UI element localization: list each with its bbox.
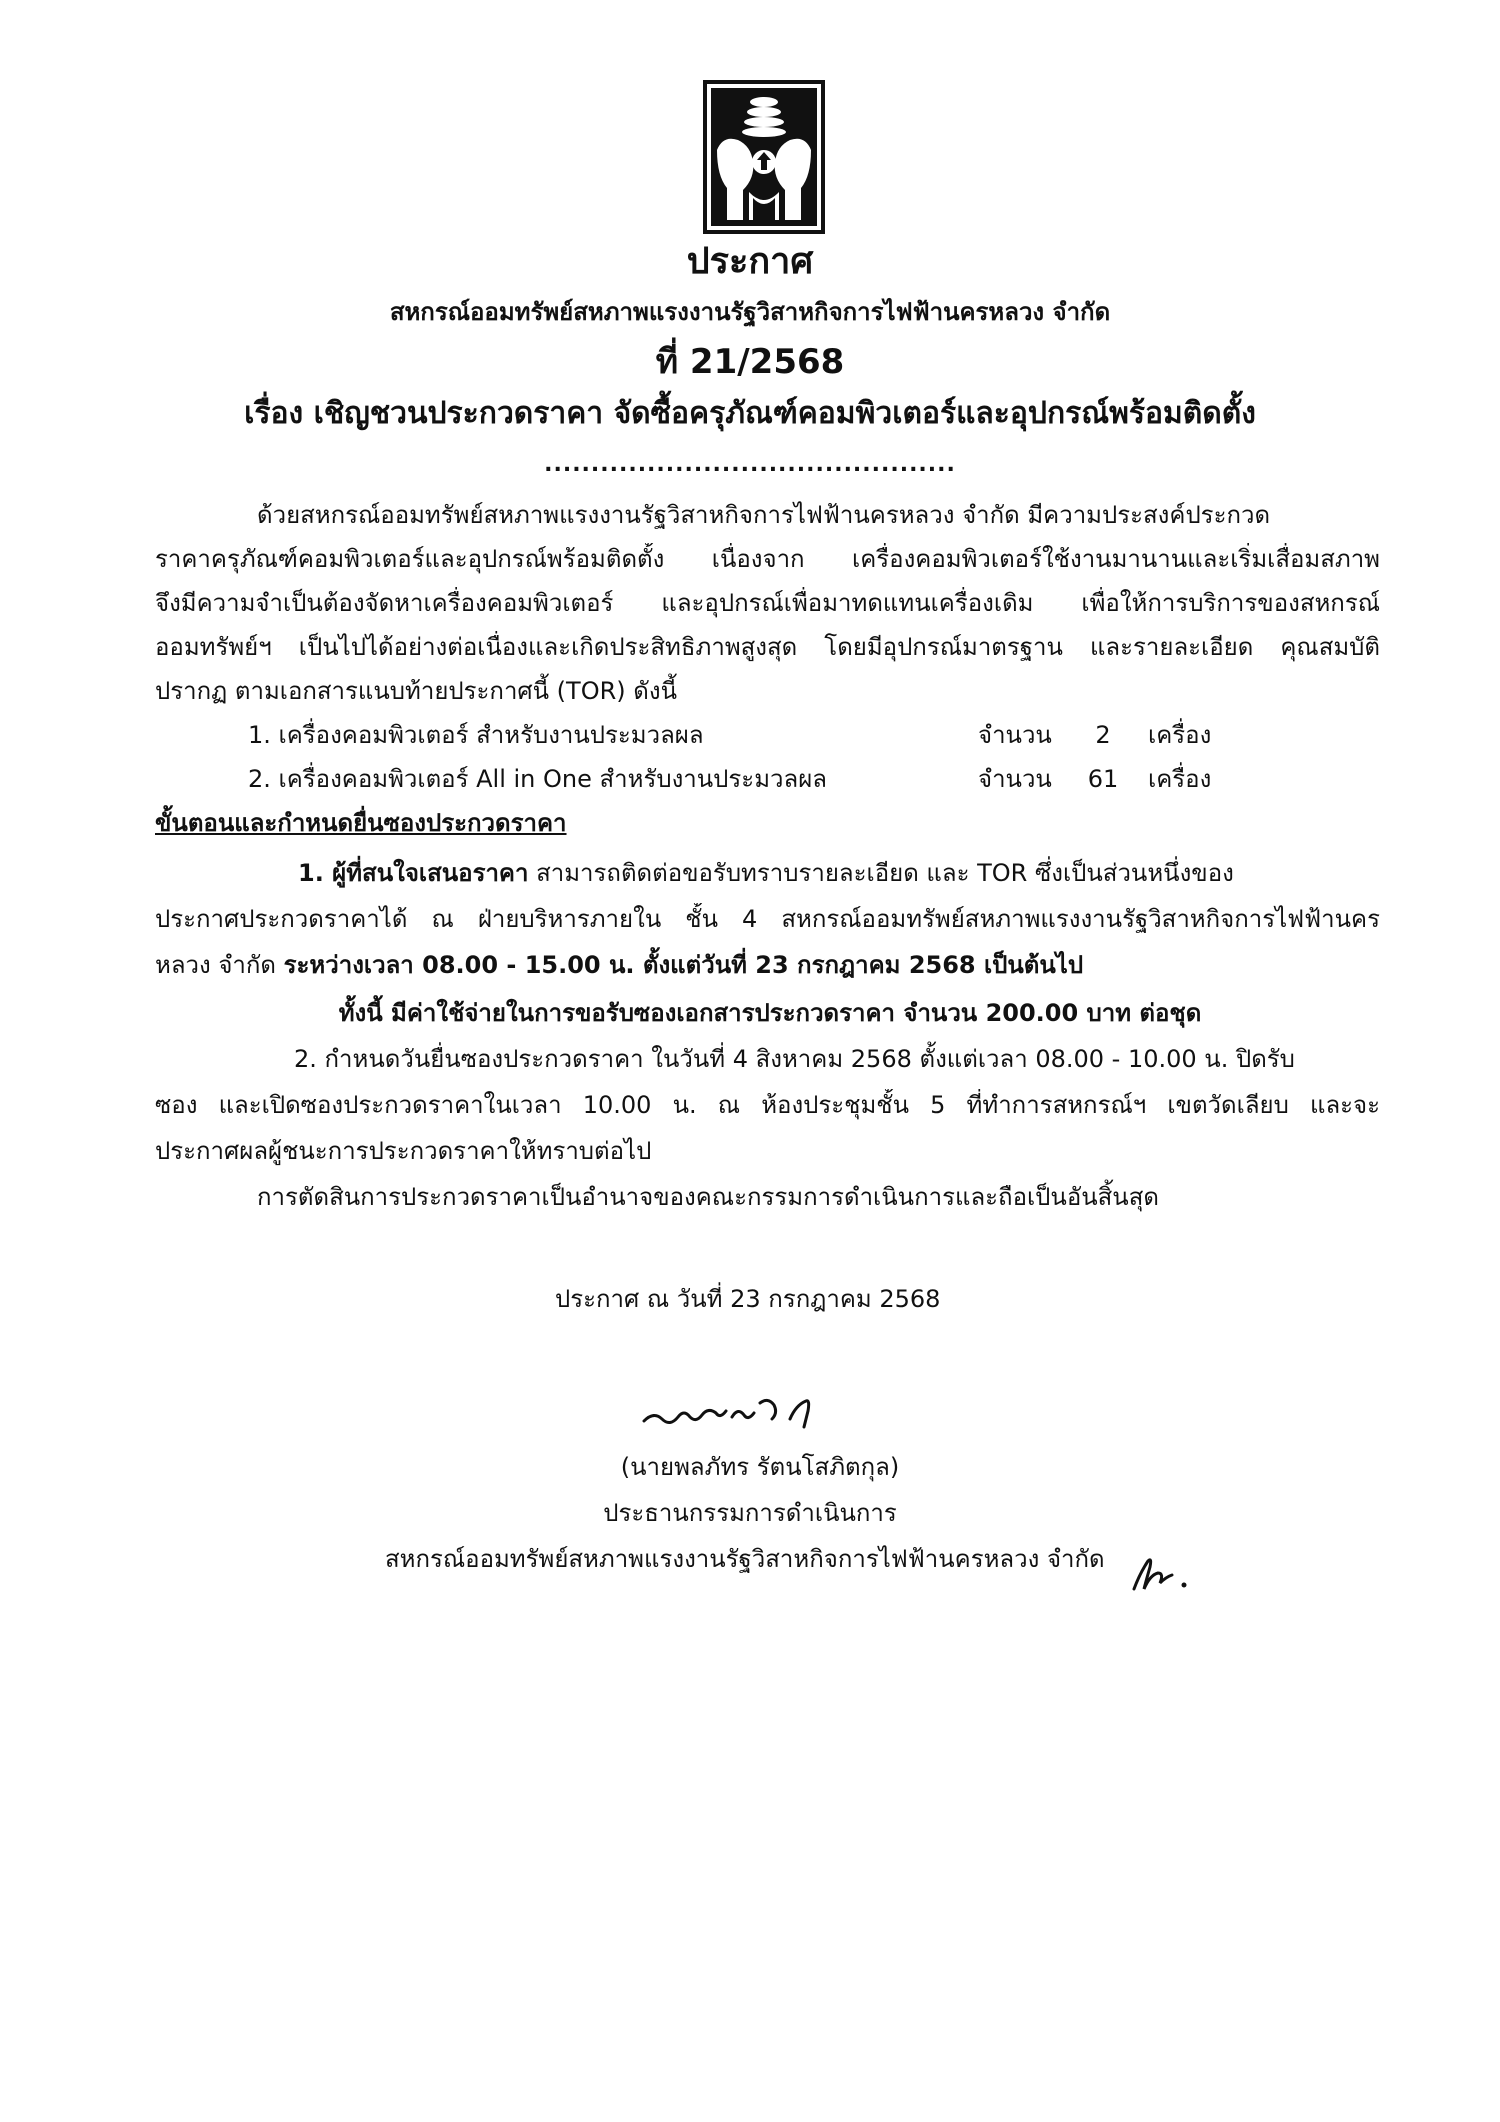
item-unit-label: จำนวน (978, 721, 1052, 749)
signer-organization: สหกรณ์ออมทรัพย์สหภาพแรงงานรัฐวิสาหกิจการไฟฟ้านครหลวง จำกัด (385, 1545, 1105, 1573)
step2-line-2: ซอง และเปิดซองประกวดราคาในเวลา 10.00 น. ณ ห้องประชุมชั้น 5 ที่ทำการสหกรณ์ฯ เขตวัดเลียบ และจะ (155, 1091, 1380, 1119)
document-fee: ทั้งนี้ มีค่าใช้จ่ายในการขอรับซองเอกสารประกวดราคา จำนวน 200.00 บาท ต่อชุด (338, 999, 1202, 1027)
procedure-heading: ขั้นตอนและกำหนดยื่นซองประกวดราคา (155, 809, 567, 837)
item-counter: เครื่อง (1148, 721, 1212, 749)
signer-name: (นายพลภัทร รัตนโสภิตกุล) (620, 1453, 900, 1481)
item-quantity: 61 (1087, 765, 1119, 793)
announcement-subject: เรื่อง เชิญชวนประกวดราคา จัดซื้อครุภัณฑ์คอมพิวเตอร์และอุปกรณ์พร้อมติดตั้ง (244, 396, 1256, 431)
item-name: 1. เครื่องคอมพิวเตอร์ สำหรับงานประมวลผล (248, 721, 704, 749)
separator-dots: ............................................ (544, 452, 956, 477)
intro-line-4: ออมทรัพย์ฯ เป็นไปได้อย่างต่อเนื่องและเกิดประสิทธิภาพสูงสุด โดยมีอุปกรณ์มาตรฐาน และรายละเอียด คุณสมบัติ (155, 633, 1380, 661)
step1-line3-plain: หลวง จำกัด (155, 951, 284, 979)
step1-line-2: ประกาศประกวดราคาได้ ณ ฝ่ายบริหารภายใน ชั้น 4 สหกรณ์ออมทรัพย์สหภาพแรงงานรัฐวิสาหกิจการไฟฟ้านคร (155, 905, 1380, 933)
step1-line1-text: สามารถติดต่อขอรับทราบรายละเอียด และ TOR ซึ่งเป็นส่วนหนึ่งของ (528, 859, 1234, 887)
step2-line-3: ประกาศผลผู้ชนะการประกวดราคาให้ทราบต่อไป (155, 1137, 652, 1165)
intro-line-3: จึงมีความจำเป็นต้องจัดหาเครื่องคอมพิวเตอร์ และอุปกรณ์เพื่อมาทดแทนเครื่องเดิม เพื่อให้การบริการของสหกรณ์ (155, 589, 1380, 617)
intro-line-2: ราคาครุภัณฑ์คอมพิวเตอร์และอุปกรณ์พร้อมติดตั้ง เนื่องจาก เครื่องคอมพิวเตอร์ใช้งานมานานและเริ่มเสื่อมสภาพ (155, 545, 1380, 573)
announcement-title: ประกาศ (686, 241, 814, 282)
signer-position: ประธานกรรมการดำเนินการ (603, 1499, 897, 1527)
item-unit-label: จำนวน (978, 765, 1052, 793)
intro-line-5: ปรากฏ ตามเอกสารแนบท้ายประกาศนี้ (TOR) ดังนี้ (155, 677, 677, 705)
signature-icon (640, 1383, 840, 1433)
step1-label: 1. ผู้ที่สนใจเสนอราคา (298, 859, 529, 887)
announcement-number: ที่ 21/2568 (655, 342, 845, 382)
item-counter: เครื่อง (1148, 765, 1212, 793)
item-quantity: 2 (1095, 721, 1111, 749)
cooperative-hands-emblem-icon (703, 80, 825, 234)
initials-icon (1130, 1553, 1190, 1593)
step1-line-3 (155, 949, 1083, 981)
organization-name: สหกรณ์ออมทรัพย์สหภาพแรงงานรัฐวิสาหกิจการไฟฟ้านครหลวง จำกัด (389, 298, 1111, 326)
intro-line-1: ด้วยสหกรณ์ออมทรัพย์สหภาพแรงงานรัฐวิสาหกิจการไฟฟ้านครหลวง จำกัด มีความประสงค์ประกวด (257, 501, 1271, 529)
final-decision: การตัดสินการประกวดราคาเป็นอำนาจของคณะกรรมการดำเนินการและถือเป็นอันสิ้นสุด (257, 1183, 1159, 1211)
announcement-date: ประกาศ ณ วันที่ 23 กรกฎาคม 2568 (555, 1285, 941, 1313)
item-name: 2. เครื่องคอมพิวเตอร์ All in One สำหรับงานประมวลผล (248, 765, 827, 793)
step1-line-1 (298, 857, 1234, 889)
step1-time-range: ระหว่างเวลา 08.00 - 15.00 น. ตั้งแต่วันที่ 23 กรกฎาคม 2568 เป็นต้นไป (283, 951, 1084, 979)
step2-line-1: 2. กำหนดวันยื่นซองประกวดราคา ในวันที่ 4 สิงหาคม 2568 ตั้งแต่เวลา 08.00 - 10.00 น. ปิดรับ (294, 1045, 1295, 1073)
